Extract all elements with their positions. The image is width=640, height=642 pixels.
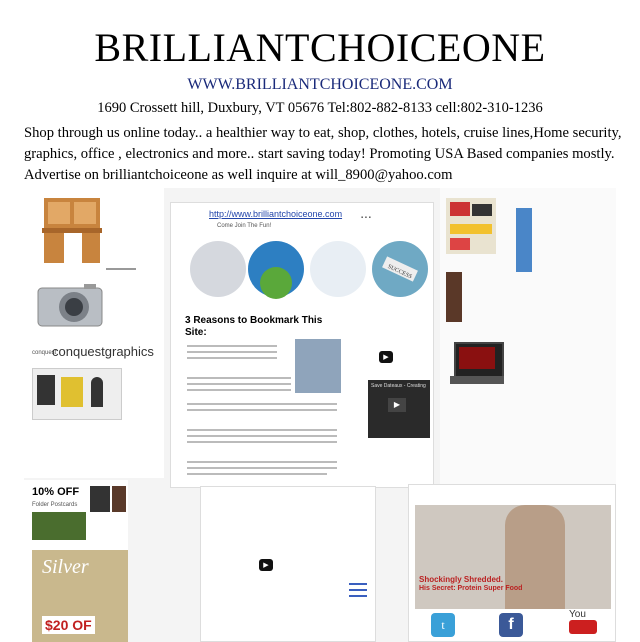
- silver-ad: [32, 550, 128, 642]
- banner-images: [178, 235, 428, 305]
- promo-subtitle: Folder Postcards: [32, 502, 78, 508]
- product-panel: conquest conquestgraphics: [24, 188, 164, 478]
- youtube-label: You: [569, 609, 586, 620]
- promo-thumb-1: [90, 486, 110, 512]
- site-tagline: Come Join The Fun!: [217, 223, 272, 229]
- screenshot-collage: [24, 188, 616, 642]
- ad-banner-dark: [446, 272, 462, 322]
- advertise-line: Advertise on brilliantchoiceone as well inquire at will_8900@yahoo.com: [24, 167, 453, 183]
- video-play-icon[interactable]: ▶: [388, 398, 406, 412]
- conquest-preview: [32, 368, 122, 420]
- promo-panel: [24, 480, 128, 642]
- website-screenshot: [170, 202, 434, 488]
- twitter-icon[interactable]: t: [431, 613, 455, 637]
- nav-links[interactable]: ▪ ▪ ▪: [361, 215, 371, 221]
- success-tag: SUCCESS: [386, 263, 413, 281]
- laptop-image: [450, 342, 504, 392]
- intro-line-2: graphics, office , electronics and more.. start saving today! Promoting USA Based companies mostly.: [24, 145, 615, 162]
- desk-image: [42, 196, 102, 264]
- promo-10-off[interactable]: 10% OFF: [32, 486, 80, 498]
- silver-price[interactable]: $20 OF: [42, 616, 95, 634]
- protein-subhead: His Secret: Protein Super Food: [419, 585, 523, 592]
- article-thumbnail: [295, 339, 341, 393]
- intro-paragraph: [24, 123, 630, 164]
- ad-column-blue: [516, 208, 532, 272]
- second-page-screenshot: [200, 486, 376, 642]
- conquest-logo[interactable]: conquestgraphics: [52, 344, 154, 359]
- promo-thumb-2: [112, 486, 126, 512]
- site-url[interactable]: WWW.BRILLIANTCHOICEONE.COM: [187, 76, 453, 93]
- video-caption: Save Dateaux - Creating: [371, 383, 426, 389]
- protein-headline[interactable]: Shockingly Shredded.: [419, 575, 504, 584]
- right-ad-panel: [440, 188, 616, 488]
- protein-image: [415, 505, 611, 609]
- contact-address: 1690 Crossett hill, Duxbury, VT 05676 Tel:802-882-8133 cell:802-310-1236: [97, 100, 543, 116]
- site-title: BRILLIANTCHOICEONE: [94, 25, 546, 70]
- ad-cluster: [446, 198, 496, 254]
- youtube-icon[interactable]: [569, 609, 605, 639]
- play-icon-2[interactable]: ▶: [259, 559, 273, 571]
- silver-brand: Silver: [42, 556, 89, 578]
- facebook-icon[interactable]: f: [499, 613, 523, 637]
- camera-image: [36, 282, 104, 330]
- video-thumbnail[interactable]: [368, 380, 430, 438]
- intro-line-1: Shop through us online today.. a healthier way to eat, shop, clothes, hotels, cruise lines,Home security,: [24, 125, 622, 141]
- protein-ad-panel: [408, 484, 616, 642]
- postcard-image: [32, 512, 86, 540]
- play-icon[interactable]: ▶: [379, 351, 393, 363]
- bookmark-heading: 3 Reasons to Bookmark This Site:: [185, 315, 323, 338]
- site-url-link[interactable]: http://www.brilliantchoiceone.com: [209, 209, 343, 219]
